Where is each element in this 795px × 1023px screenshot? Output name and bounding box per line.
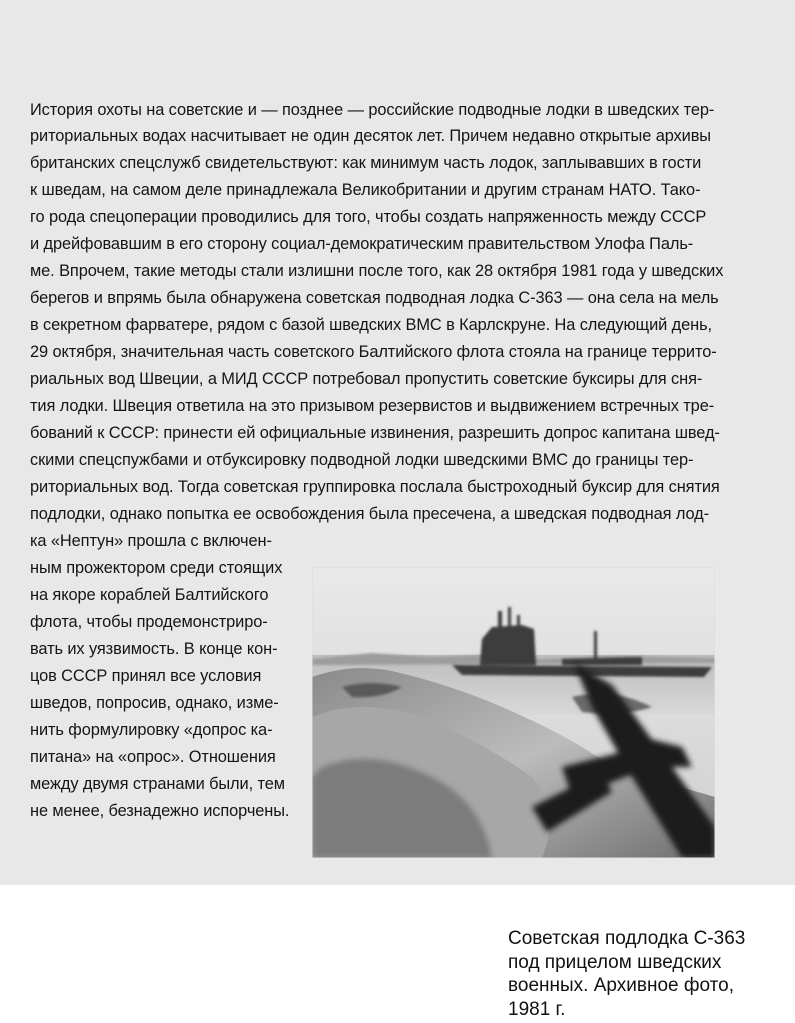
article-line: вать их уязвимость. В конце кон-: [30, 640, 278, 658]
article-line: бований к СССР: принести ей официальные извинения, разрешить допрос капитана швед-: [30, 424, 720, 442]
caption-line: под прицелом шведских: [508, 951, 722, 973]
archive-photo: [312, 567, 715, 858]
article-line: не менее, безнадежно испорчены.: [30, 802, 290, 820]
caption-line: 1981 г.: [508, 998, 566, 1020]
article-line: риториальных вод. Тогда советская группировка послала быстроходный буксир для снятия: [30, 478, 720, 496]
article-line: к шведам, на самом деле принадлежала Великобритании и другим странам НАТО. Тако-: [30, 181, 701, 199]
article-line: 29 октября, значительная часть советского Балтийского флота стояла на границе террито-: [30, 343, 717, 361]
article-line: риториальных водах насчитывает не один десяток лет. Причем недавно открытые архивы: [30, 127, 711, 145]
article-line: флота, чтобы продемонстриро-: [30, 613, 268, 631]
photo-caption: [508, 927, 745, 1021]
article-line: берегов и впрямь была обнаружена советская подводная лодка С-363 — она села на мель: [30, 289, 719, 307]
article-line: нить формулировку «допрос ка-: [30, 721, 273, 739]
article-line: тия лодки. Швеция ответила на это призывом резервистов и выдвижением встречных тре-: [30, 397, 715, 415]
article-line: в секретном фарватере, рядом с базой шведских ВМС в Карлскруне. На следующий день,: [30, 316, 712, 334]
caption-line: военных. Архивное фото,: [508, 975, 734, 996]
article-line: между двумя странами были, тем: [30, 775, 285, 793]
caption-line: Советская подлодка С-363: [508, 928, 746, 949]
article-line: британских спецслужб свидетельствуют: как минимум часть лодок, заплывавших в гости: [30, 154, 702, 172]
article-line: ка «Нептун» прошла с включен-: [30, 532, 272, 550]
article-line: питана» на «опрос». Отношения: [30, 748, 276, 766]
article-line: на якоре кораблей Балтийского: [30, 586, 269, 604]
article-line: го рода спецоперации проводились для того, чтобы создать напряженность между СССР: [30, 208, 707, 226]
article-line: ме. Впрочем, такие методы стали излишни после того, как 28 октября 1981 года у шведских: [30, 262, 724, 280]
article-line: риальных вод Швеции, а МИД СССР потребовал пропустить советские буксиры для сня-: [30, 370, 703, 388]
article-line: История охоты на советские и — позднее — российские подводные лодки в шведских тер-: [30, 101, 715, 119]
article-line: подлодки, однако попытка ее освобождения была пресечена, а шведская подводная лод-: [30, 505, 709, 523]
article-line: шведов, попросив, однако, изме-: [30, 694, 279, 712]
article-line: ным прожектором среди стоящих: [30, 559, 283, 577]
article-line: и дрейфовавшим в его сторону социал-демократическим правительством Улофа Паль-: [30, 235, 694, 253]
article-line: цов СССР принял все условия: [30, 667, 262, 685]
article-line: скими спецспужбами и отбуксировку подводной лодки шведскими ВМС до границы тер-: [30, 451, 694, 469]
